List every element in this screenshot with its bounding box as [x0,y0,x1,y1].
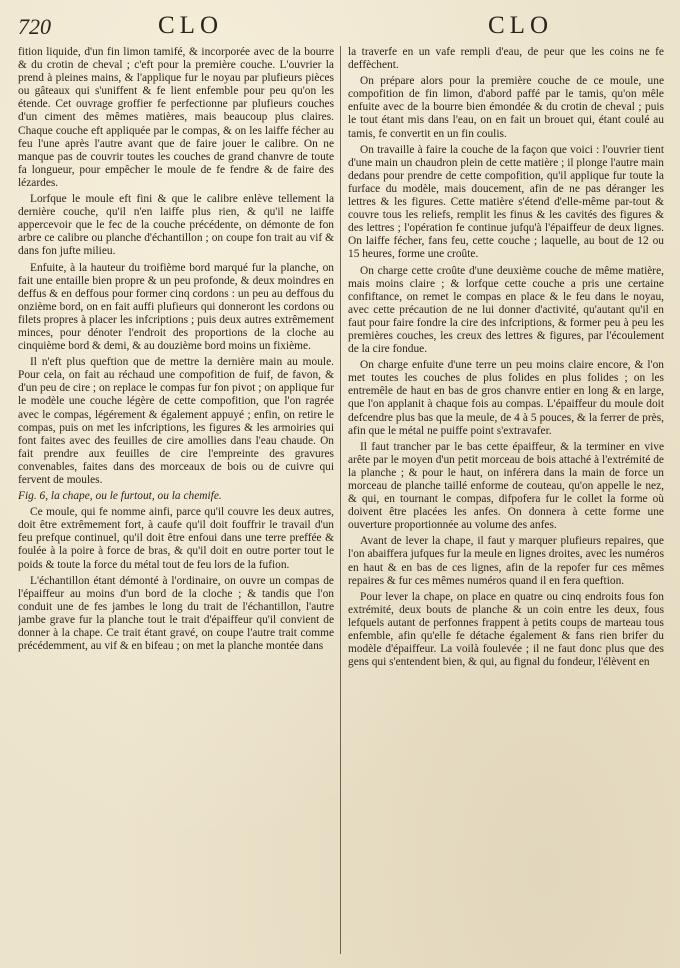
paragraph: Il faut trancher par le bas cette épaiffeur, & la terminer en vive arête par le moyen d'un petit morceau de bois attaché à l'extrémité de la planche ; & pour le haut, on inférera dans la main de force un morceau de planche taillé enforme de couteau, qu'on appelle le nez, & qui, en tournant le compas, difpofera fur le collet la forme où doivent être placées les anfes. On donnera à cette forme une ouverture proportionnée au volume des anfes. [348,440,664,532]
page-header [18,8,662,44]
figure-caption: Fig. 6, la chape, ou le furtout, ou la chemife. [18,490,222,503]
right-column [348,46,664,956]
column-divider [340,46,341,954]
paragraph: Ce moule, qui fe nomme ainfi, parce qu'il couvre les deux autres, doit être extrêmement fort, à caufe qu'il doit fouffrir le travail d'un feu prefque continuel, qu'il doit être enfoui dans une terre preffée & foulée à la poire à force de bras, & qu'il doit en outre porter tout le poids & toute la force du métal tout de feu lors de la fufion. [18,506,334,571]
left-running-head: CLO [158,12,223,39]
paragraph: la traverfe en un vafe rempli d'eau, de peur que les coins ne fe deffèchent. [348,46,664,72]
paragraph: fition liquide, d'un fin limon tamifé, & incorporée avec de la bourre & du crotin de cheval ; c'eft pour la première couche. L'ouvrier la prend à pleines mains, & l'applique fur le noyau par plufieurs pièces ou gâteaux qui s'uniffent & fe lient enfemble pour peu qu'on les étende. Cet ouvrage groffier fe perfectionne par plufieurs couches d'un ciment des mêmes matières, mais beaucoup plus claires. Chaque couche eft appliquée par le compas, & on les laiffe fécher au feu l'une après l'autre avant que de faire jouer le calibre. On ne manque pas de couvrir toutes les couches de grand chanvre de toute fa longueur, pour empêcher le moule de fe fendre & de faire des lézardes. [18,46,334,189]
paragraph: On charge cette croûte d'une deuxième couche de même matière, mais moins claire ; & lorfque cette couche a pris une certaine confiftance, on remet le compas en place & le feu dans le noyau, avec cette précaution de ne lui donner d'activité, qu'autant qu'il en faut pour faire fondre la cire des infcriptions, & former peu à peu les premières couches, les creux des lettres & figures, par l'écoulement de la cire fondue. [348,264,664,356]
paragraph: Lorfque le moule eft fini & que le calibre enlève tellement la dernière couche, qu'il n'en laiffe plus rien, & qu'il ne laiffe appercevoir que le fec de la couche précédente, on démonte de fon arbre ce calibre ou planche d'échantillon ; on coupe fon trait au vif & dans fon jufte milieu. [18,193,334,258]
left-column [18,46,334,956]
paragraph: Avant de lever la chape, il faut y marquer plufieurs repaires, que l'on abaiffera jufques fur la meule en lignes droites, avec les numéros en haut & en bas de ces lignes, afin de la repofer fur ces mêmes repaires & fur ces mêmes numéros quand il en fera queftion. [348,535,664,587]
paragraph: On charge enfuite d'une terre un peu moins claire encore, & l'on met toutes les couches de plus folides en plus folides ; on les entremêle de haut en bas de gros chanvre entier en long & en large, que l'on applanit à chaque fois au compas. L'épaiffeur du moule doit defcendre plus bas que la meule, de 4 à 5 pouces, & la ferrer de près, afin que le métal ne puiffe point s'extravafer. [348,359,664,437]
page-number: 720 [18,14,51,39]
paragraph: Pour lever la chape, on place en quatre ou cinq endroits fous fon extrémité, deux bouts de planche & un coin entre les deux, fous lefquels autant de perfonnes frappent à petits coups de marteau tous enfemble, afin qu'elle fe détache également & fans rien brifer du modèle d'épaiffeur. La voilà foulevée ; il ne faut donc plus que des gens qui s'entendent bien, & qui, au fignal du fondeur, l'élèvent en [348,590,664,669]
paragraph: Il n'eft plus queftion que de mettre la dernière main au moule. Pour cela, on fait au réchaud une compofition de fuif, de favon, & d'un peu de cire ; on replace le compas fur fon pivot ; on applique fur le modèle une couche légère de cette compofition, que l'on ragrée avec le compas, légérement & également appuyé ; enfin, on retire le compas, puis on met les infcriptions, les figures & les armoiries qui font faites avec des feuilles de cire amollies dans l'eau chaude. On fait prendre aux feuilles de cire l'empreinte des gravures convenables, faites dans des morceaux de bois ou de cuivre qui fervent de moules. [18,356,334,486]
right-running-head: CLO [488,12,553,39]
paragraph: On travaille à faire la couche de la façon que voici : l'ouvrier tient d'une main un chaudron plein de cette matière ; il plonge l'autre main dedans pour prendre de cette compofition, qu'il applique fur toute la furface du modèle, mais doucement, afin de ne pas déranger les lettres & les figures. Cette matière s'étend d'elle-même par-tout & couvre tous les reliefs, remplit les finus & les cavités des figures & des lettres ; l'opération fe continue jufqu'à l'épaiffeur de deux lignes. On laiffe fécher, fans feu, cette couche ; laquelle, au bout de 12 ou 15 heures, forme une croûte. [348,143,664,261]
paragraph: Enfuite, à la hauteur du troifième bord marqué fur la planche, on fait une entaille bien propre & un peu profonde, & deux moindres en deffus & en deffous pour former cinq cordons : un peu au deffous du onzième bord, on en fait auffi plufieurs qui donneront les cordons ou filets propres à placer les infcriptions ; puis deux autres extrêmement minces, pour dénoter l'endroit des proportions de la cloche au cinquième bord & demi, & au douzième bord moins un fixième. [18,261,334,353]
paragraph: L'échantillon étant démonté à l'ordinaire, on ouvre un compas de l'épaiffeur au moins d'un bord de la cloche ; & tandis que l'on conduit une de fes jambes le long du trait de l'échantillon, l'autre jambe grave fur la planche tout le trait d'épaiffeur qu'il convient de donner à la chape. Ce trait étant gravé, on coupe l'autre trait comme précédemment, au vif & en bifeau ; on met la planche montée dans [18,574,334,653]
paragraph: On prépare alors pour la première couche de ce moule, une compofition de fin limon, d'abord paffé par le tamis, qu'on mêle enfuite avec de la bourre bien émondée & du crotin de cheval ; puis le tout étant mis dans l'eau, on en fait un brouet qui, étant coulé au tamis, fe convertit en un fin coulis. [348,75,664,140]
